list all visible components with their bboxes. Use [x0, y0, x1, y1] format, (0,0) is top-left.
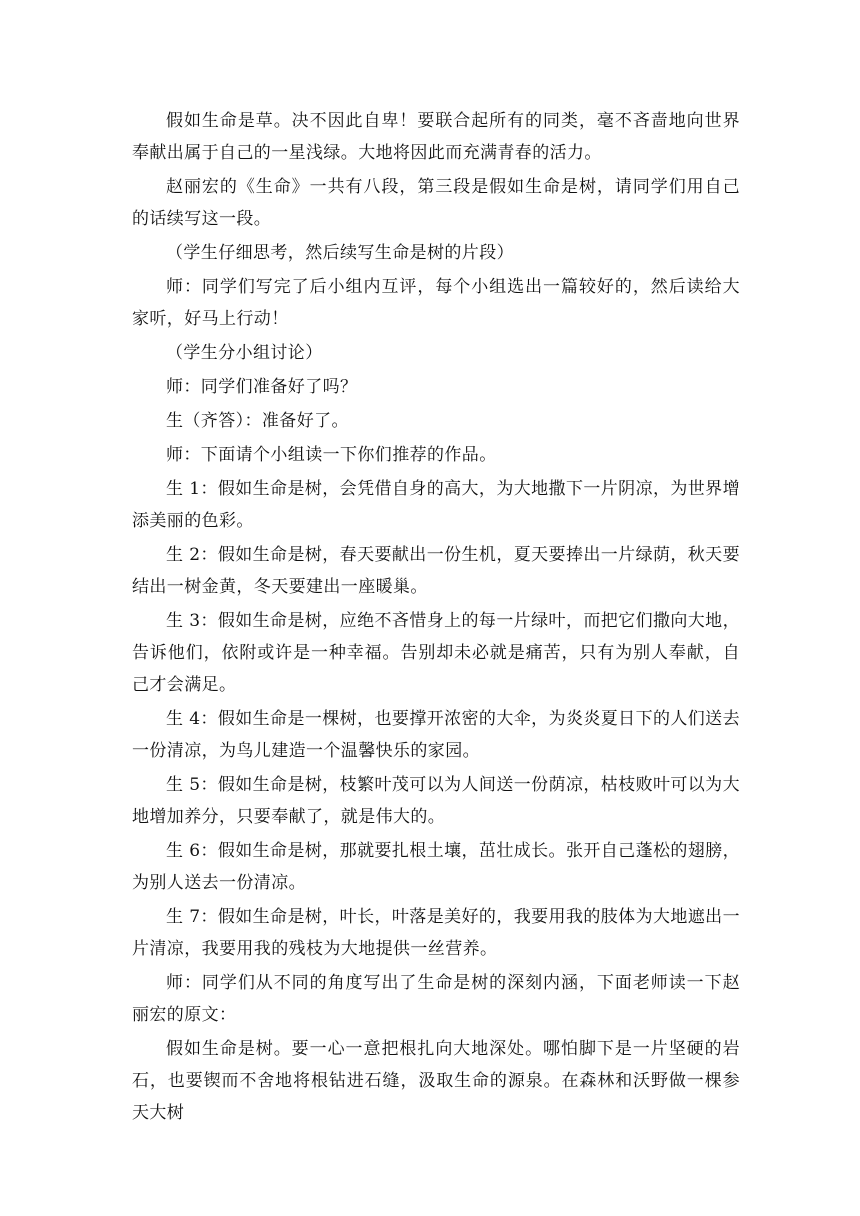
paragraph: 师：同学们准备好了吗？ [166, 377, 358, 397]
paragraph: 师：同学们从不同的角度写出了生命是树的深刻内涵，下面老师读一下赵丽宏的原文： [132, 973, 740, 1025]
paragraph: 生 1：假如生命是树，会凭借自身的高大，为大地撒下一片阴凉，为世界增添美丽的色彩。 [132, 479, 740, 531]
document-body [132, 105, 740, 1129]
paragraph: 生 4：假如生命是一棵树，也要撑开浓密的大伞，为炎炎夏日下的人们送去一份清凉，为鸟儿建造一个温馨快乐的家园。 [132, 709, 740, 761]
paragraph: 生 3：假如生命是树，应绝不吝惜身上的每一片绿叶，而把它们撒向大地，告诉他们，依附或许是一种幸福。告别却未必就是痛苦，只有为别人奉献，自己才会满足。 [132, 611, 740, 695]
paragraph: 假如生命是树。要一心一意把根扎向大地深处。哪怕脚下是一片坚硬的岩石，也要锲而不舍地将根钻进石缝，汲取生命的源泉。在森林和沃野做一棵参天大树 [132, 1039, 740, 1123]
paragraph: 生 7：假如生命是树，叶长，叶落是美好的，我要用我的肢体为大地遮出一片清凉，我要用我的残枝为大地提供一丝营养。 [132, 907, 740, 959]
paragraph: 生 5：假如生命是树，枝繁叶茂可以为人间送一份荫凉，枯枝败叶可以为大地增加养分，只要奉献了，就是伟大的。 [132, 775, 740, 827]
paragraph: 生（齐答）：准备好了。 [166, 411, 349, 431]
paragraph: 生 6：假如生命是树，那就要扎根土壤，茁壮成长。张开自己蓬松的翅膀，为别人送去一份清凉。 [132, 841, 740, 893]
paragraph: 师：同学们写完了后小组内互评，每个小组选出一篇较好的，然后读给大家听，好马上行动！ [132, 277, 740, 329]
paragraph: 师：下面请个小组读一下你们推荐的作品。 [166, 445, 497, 465]
paragraph: 假如生命是草。决不因此自卑！要联合起所有的同类，毫不吝啬地向世界奉献出属于自己的一星浅绿。大地将因此而充满青春的活力。 [132, 111, 740, 163]
paragraph: （学生仔细思考，然后续写生命是树的片段） [166, 243, 514, 263]
paragraph: （学生分小组讨论） [166, 343, 323, 363]
paragraph: 生 2：假如生命是树，春天要献出一份生机，夏天要捧出一片绿荫，秋天要结出一树金黄，冬天要建出一座暖巢。 [132, 545, 740, 597]
paragraph: 赵丽宏的《生命》一共有八段，第三段是假如生命是树，请同学们用自己的话续写这一段。 [132, 177, 740, 229]
